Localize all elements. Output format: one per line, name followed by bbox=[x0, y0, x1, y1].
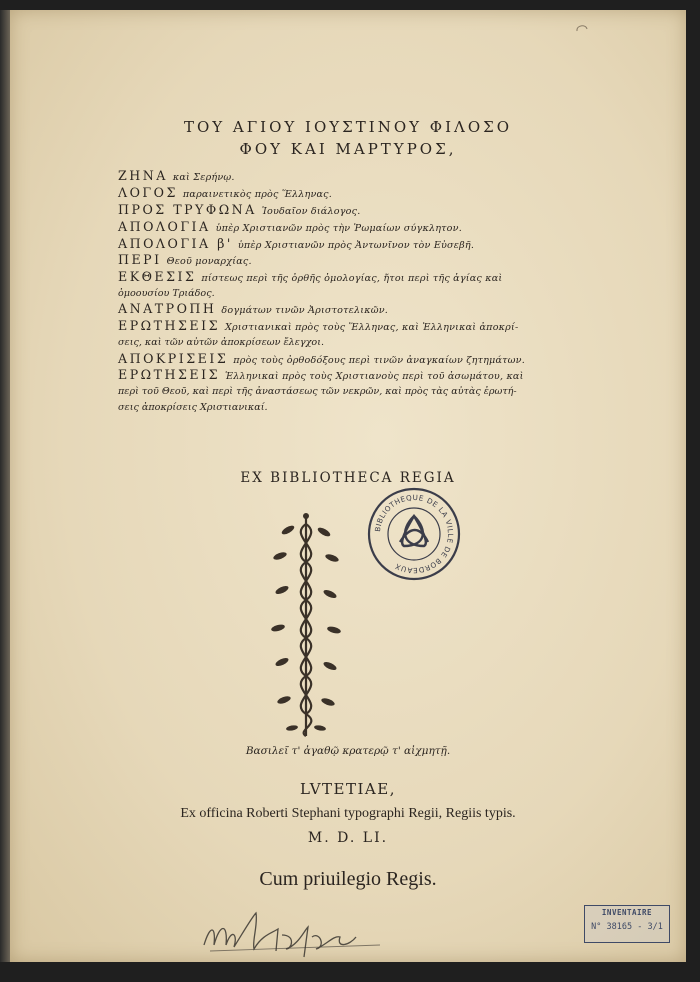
entry-continuation: σεις, καὶ τῶν αὐτῶν ἀποκρίσεων ἔλεγχοι. bbox=[118, 337, 325, 349]
entry-caps: ΑΠΟΚΡΙΣΕΙΣ bbox=[118, 350, 229, 366]
svg-text:BIBLIOTHEQUE DE LA VILLE DE BO bbox=[373, 493, 455, 575]
imprint-city: LVTETIAE, bbox=[300, 780, 396, 798]
entry-text: δογμάτων τινῶν Ἀριστοτελικῶν. bbox=[221, 305, 389, 317]
entry-text: Ἑλληνικαὶ πρὸς τοὺς Χριστιανοὺς περὶ τοῦ ἀσωμάτου, καὶ bbox=[224, 371, 524, 383]
list-item bbox=[118, 351, 548, 368]
inventory-number: N° 38165 - 3/1 bbox=[591, 922, 663, 932]
entry-text: πίστεως περὶ τῆς ὀρθῆς ὁμολογίας, ἤτοι περὶ τῆς ἁγίας καὶ bbox=[201, 273, 503, 285]
imprint-year: M. D. LI. bbox=[307, 830, 389, 846]
entry-caps: ΠΡΟΣ ΤΡΥΦΩΝΑ bbox=[118, 201, 257, 217]
entry-text: Θεοῦ μοναρχίας. bbox=[166, 256, 252, 268]
entry-text: ὑπὲρ Χριστιανῶν πρὸς τὴν Ῥωμαίων σύγκλητον. bbox=[215, 222, 462, 234]
entry-caps: ΛΟΓΟΣ bbox=[118, 184, 178, 200]
entry-caps: ΠΕΡΙ bbox=[118, 252, 162, 268]
inventory-stamp bbox=[584, 905, 670, 943]
entry-caps: ΕΡΩΤΗΣΕΙΣ bbox=[118, 367, 220, 383]
entry-continuation: ὁμοουσίου Τριάδος. bbox=[118, 288, 215, 300]
library-mark: EX BIBLIOTHECA REGIA bbox=[240, 470, 456, 486]
list-item bbox=[118, 367, 548, 415]
entry-text: παραινετικὸς πρὸς Ἕλληνας. bbox=[182, 188, 333, 200]
inventory-label: INVENTAIRE bbox=[601, 908, 653, 917]
title-line-2: ΦΟΥ ΚΑΙ ΜΑΡΤΥΡΟΣ, bbox=[239, 140, 457, 158]
list-item bbox=[118, 202, 548, 219]
motto: Βασιλεῖ τ' ἀγαθῷ κρατερῷ τ' αἰχμητῇ. bbox=[245, 745, 451, 757]
entry-continuation: σεις ἀποκρίσεις Χριστιανικαί. bbox=[118, 401, 268, 413]
list-item bbox=[118, 168, 548, 185]
entry-text: Ἰουδαῖον διάλογος. bbox=[261, 205, 361, 217]
entry-text: καὶ Σερήνῳ. bbox=[172, 172, 235, 183]
table-of-contents bbox=[118, 168, 548, 415]
list-item bbox=[118, 318, 548, 350]
entry-continuation: περὶ τοῦ Θεοῦ, καὶ περὶ τῆς ἀναστάσεως τῶν νεκρῶν, καὶ πρὸς τὰς αὐτὰς ἐρωτή- bbox=[118, 386, 517, 398]
entry-text: Χριστιανικαὶ πρὸς τοὺς Ἕλληνας, καὶ Ἑλληνικαὶ ἀποκρί- bbox=[224, 322, 519, 334]
entry-caps: ΕΚΘΕΣΙΣ bbox=[118, 269, 197, 285]
title-page bbox=[10, 10, 686, 962]
title-line-1: ΤΟΥ ΑΓΙΟΥ ΙΟΥΣΤΙΝΟΥ ΦΙΛΟΣΟ bbox=[183, 118, 513, 136]
imprint-printer: Ex officina Roberti Stephani typographi Regii, Regiis typis. bbox=[180, 806, 516, 821]
printers-device-olive-tree-icon bbox=[266, 510, 346, 740]
entry-caps: ΕΡΩΤΗΣΕΙΣ bbox=[118, 318, 220, 334]
entry-caps: ΑΠΟΛΟΓΙΑ β' bbox=[118, 235, 233, 251]
entry-text: πρὸς τοὺς ὀρθοδόξους περὶ τινῶν ἀναγκαίων ζητημάτων. bbox=[233, 354, 525, 366]
handwritten-signature-icon bbox=[200, 905, 390, 965]
entry-text: ὑπὲρ Χριστιανῶν πρὸς Ἀντωνῖνον τὸν Εὐσεβῆ. bbox=[237, 239, 475, 251]
entry-caps: ΖΗΝΑ bbox=[118, 168, 168, 183]
pencil-mark-icon bbox=[574, 22, 590, 36]
entry-caps: ΑΝΑΤΡΟΠΗ bbox=[118, 301, 217, 317]
list-item bbox=[118, 301, 548, 318]
list-item bbox=[118, 219, 548, 236]
privilege-line: Cum priuilegio Regis. bbox=[259, 868, 437, 890]
list-item bbox=[118, 269, 548, 301]
list-item bbox=[118, 252, 548, 269]
list-item bbox=[118, 185, 548, 202]
stamp-text: BIBLIOTHEQUE DE LA VILLE DE BORDEAUX bbox=[373, 492, 456, 576]
entry-caps: ΑΠΟΛΟΓΙΑ bbox=[118, 218, 211, 234]
list-item bbox=[118, 236, 548, 253]
library-stamp-icon bbox=[366, 486, 462, 582]
